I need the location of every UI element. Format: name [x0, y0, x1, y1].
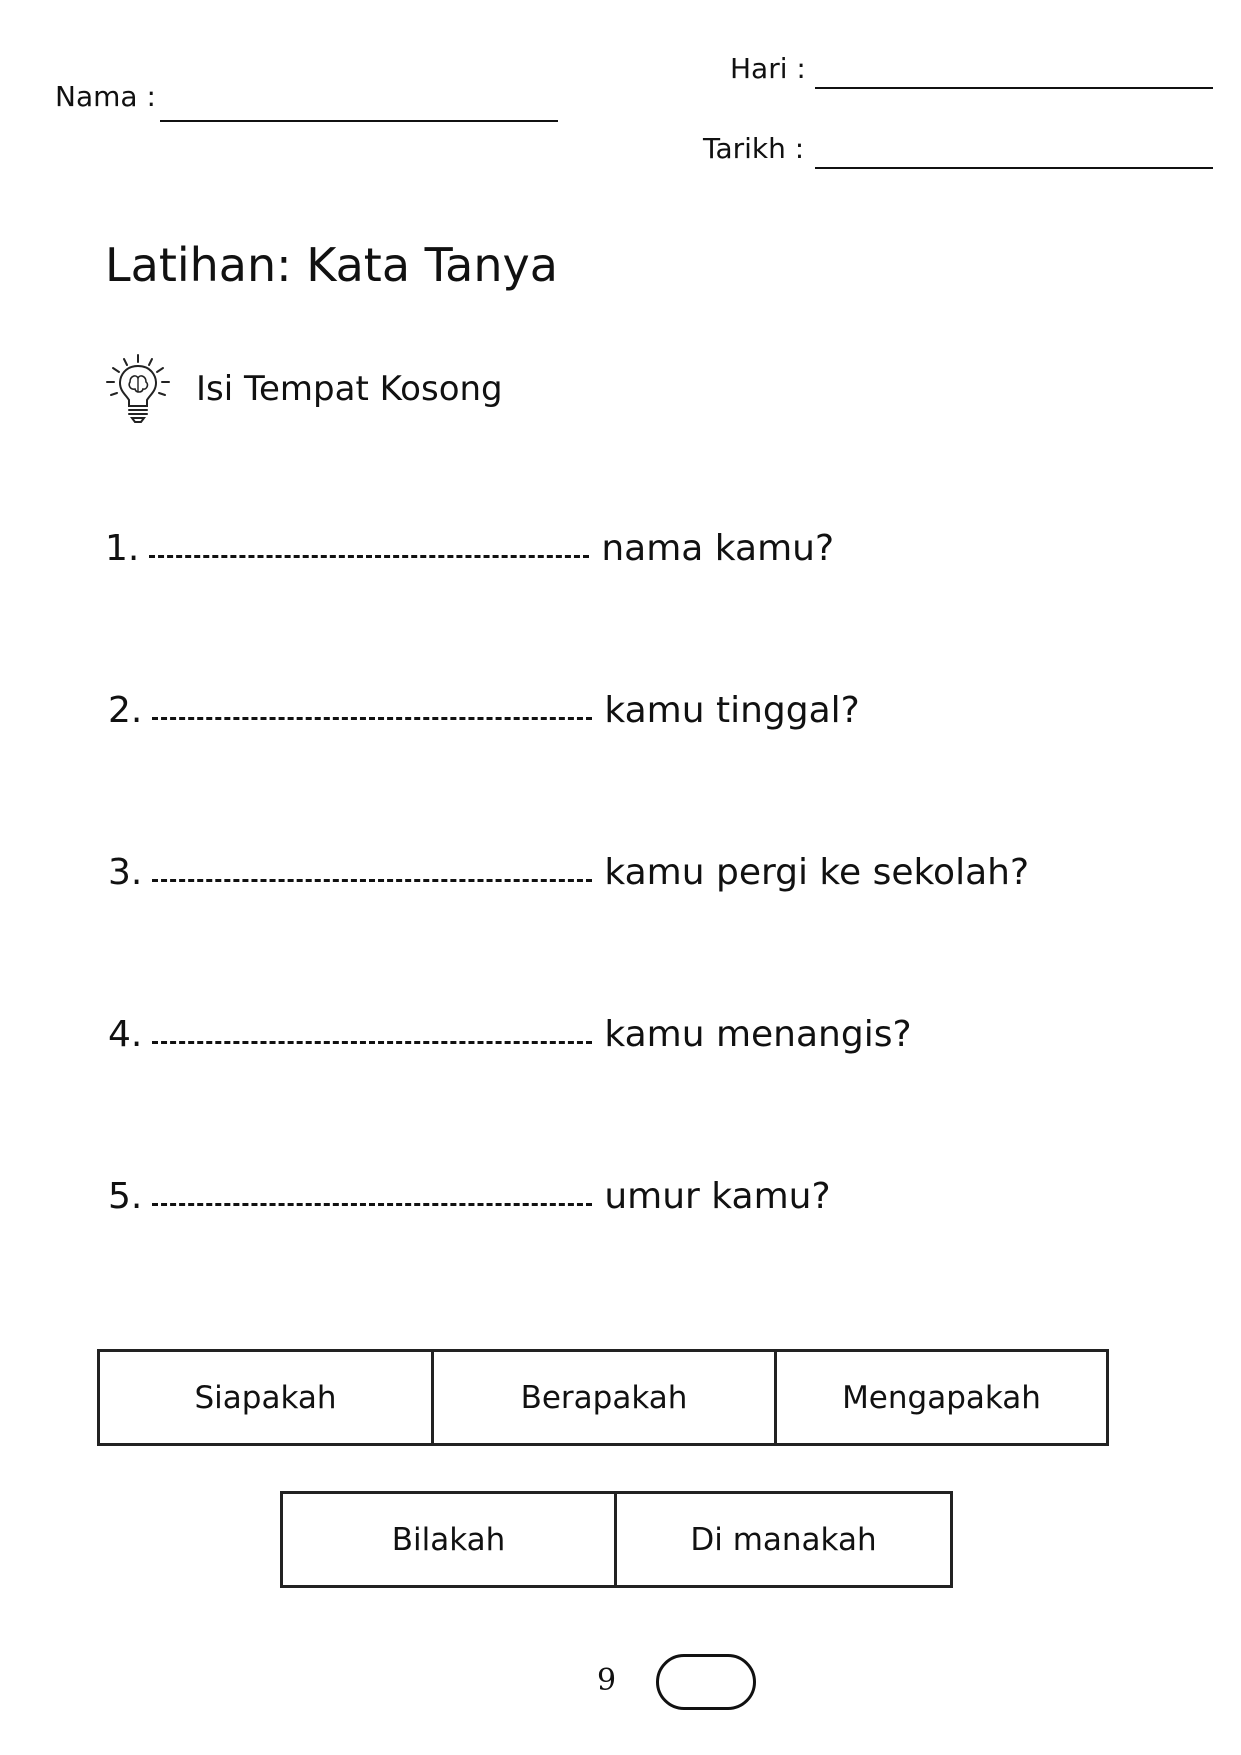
answer-blank[interactable] — [152, 879, 592, 882]
section-label: Isi Tempat Kosong — [196, 369, 503, 409]
question-text: umur kamu? — [604, 1176, 831, 1217]
question-text: kamu menangis? — [604, 1014, 912, 1055]
word-bank-item: Di manakah — [616, 1493, 952, 1587]
word-bank-item: Berapakah — [433, 1351, 776, 1445]
answer-blank[interactable] — [152, 1203, 592, 1206]
question-text: kamu pergi ke sekolah? — [604, 852, 1030, 893]
word-bank-item: Bilakah — [282, 1493, 616, 1587]
nama-field[interactable] — [160, 120, 558, 122]
question-number: 4. — [108, 1014, 143, 1055]
question-number: 2. — [108, 690, 143, 731]
question-number: 3. — [108, 852, 143, 893]
answer-blank[interactable] — [149, 555, 589, 558]
lightbulb-brain-icon — [102, 352, 174, 424]
question-text: nama kamu? — [601, 528, 835, 569]
question-number: 1. — [105, 528, 140, 569]
question-3 — [108, 852, 1029, 893]
question-5 — [108, 1176, 831, 1217]
question-4 — [108, 1014, 912, 1055]
hari-field[interactable] — [815, 87, 1213, 89]
word-bank-item: Siapakah — [99, 1351, 433, 1445]
question-1 — [105, 528, 834, 569]
word-bank-row-1 — [97, 1349, 1109, 1446]
score-oval[interactable] — [656, 1654, 756, 1710]
answer-blank[interactable] — [152, 717, 592, 720]
page-number: 9 — [597, 1663, 617, 1698]
question-text: kamu tinggal? — [604, 690, 860, 731]
question-number: 5. — [108, 1176, 143, 1217]
tarikh-field[interactable] — [815, 167, 1213, 169]
tarikh-label: Tarikh : — [703, 132, 805, 165]
answer-blank[interactable] — [152, 1041, 592, 1044]
word-bank-row-2 — [280, 1491, 953, 1588]
word-bank-item: Mengapakah — [776, 1351, 1108, 1445]
question-2 — [108, 690, 860, 731]
nama-label: Nama : — [55, 80, 156, 113]
hari-label: Hari : — [730, 52, 806, 85]
page-title: Latihan: Kata Tanya — [105, 238, 558, 292]
